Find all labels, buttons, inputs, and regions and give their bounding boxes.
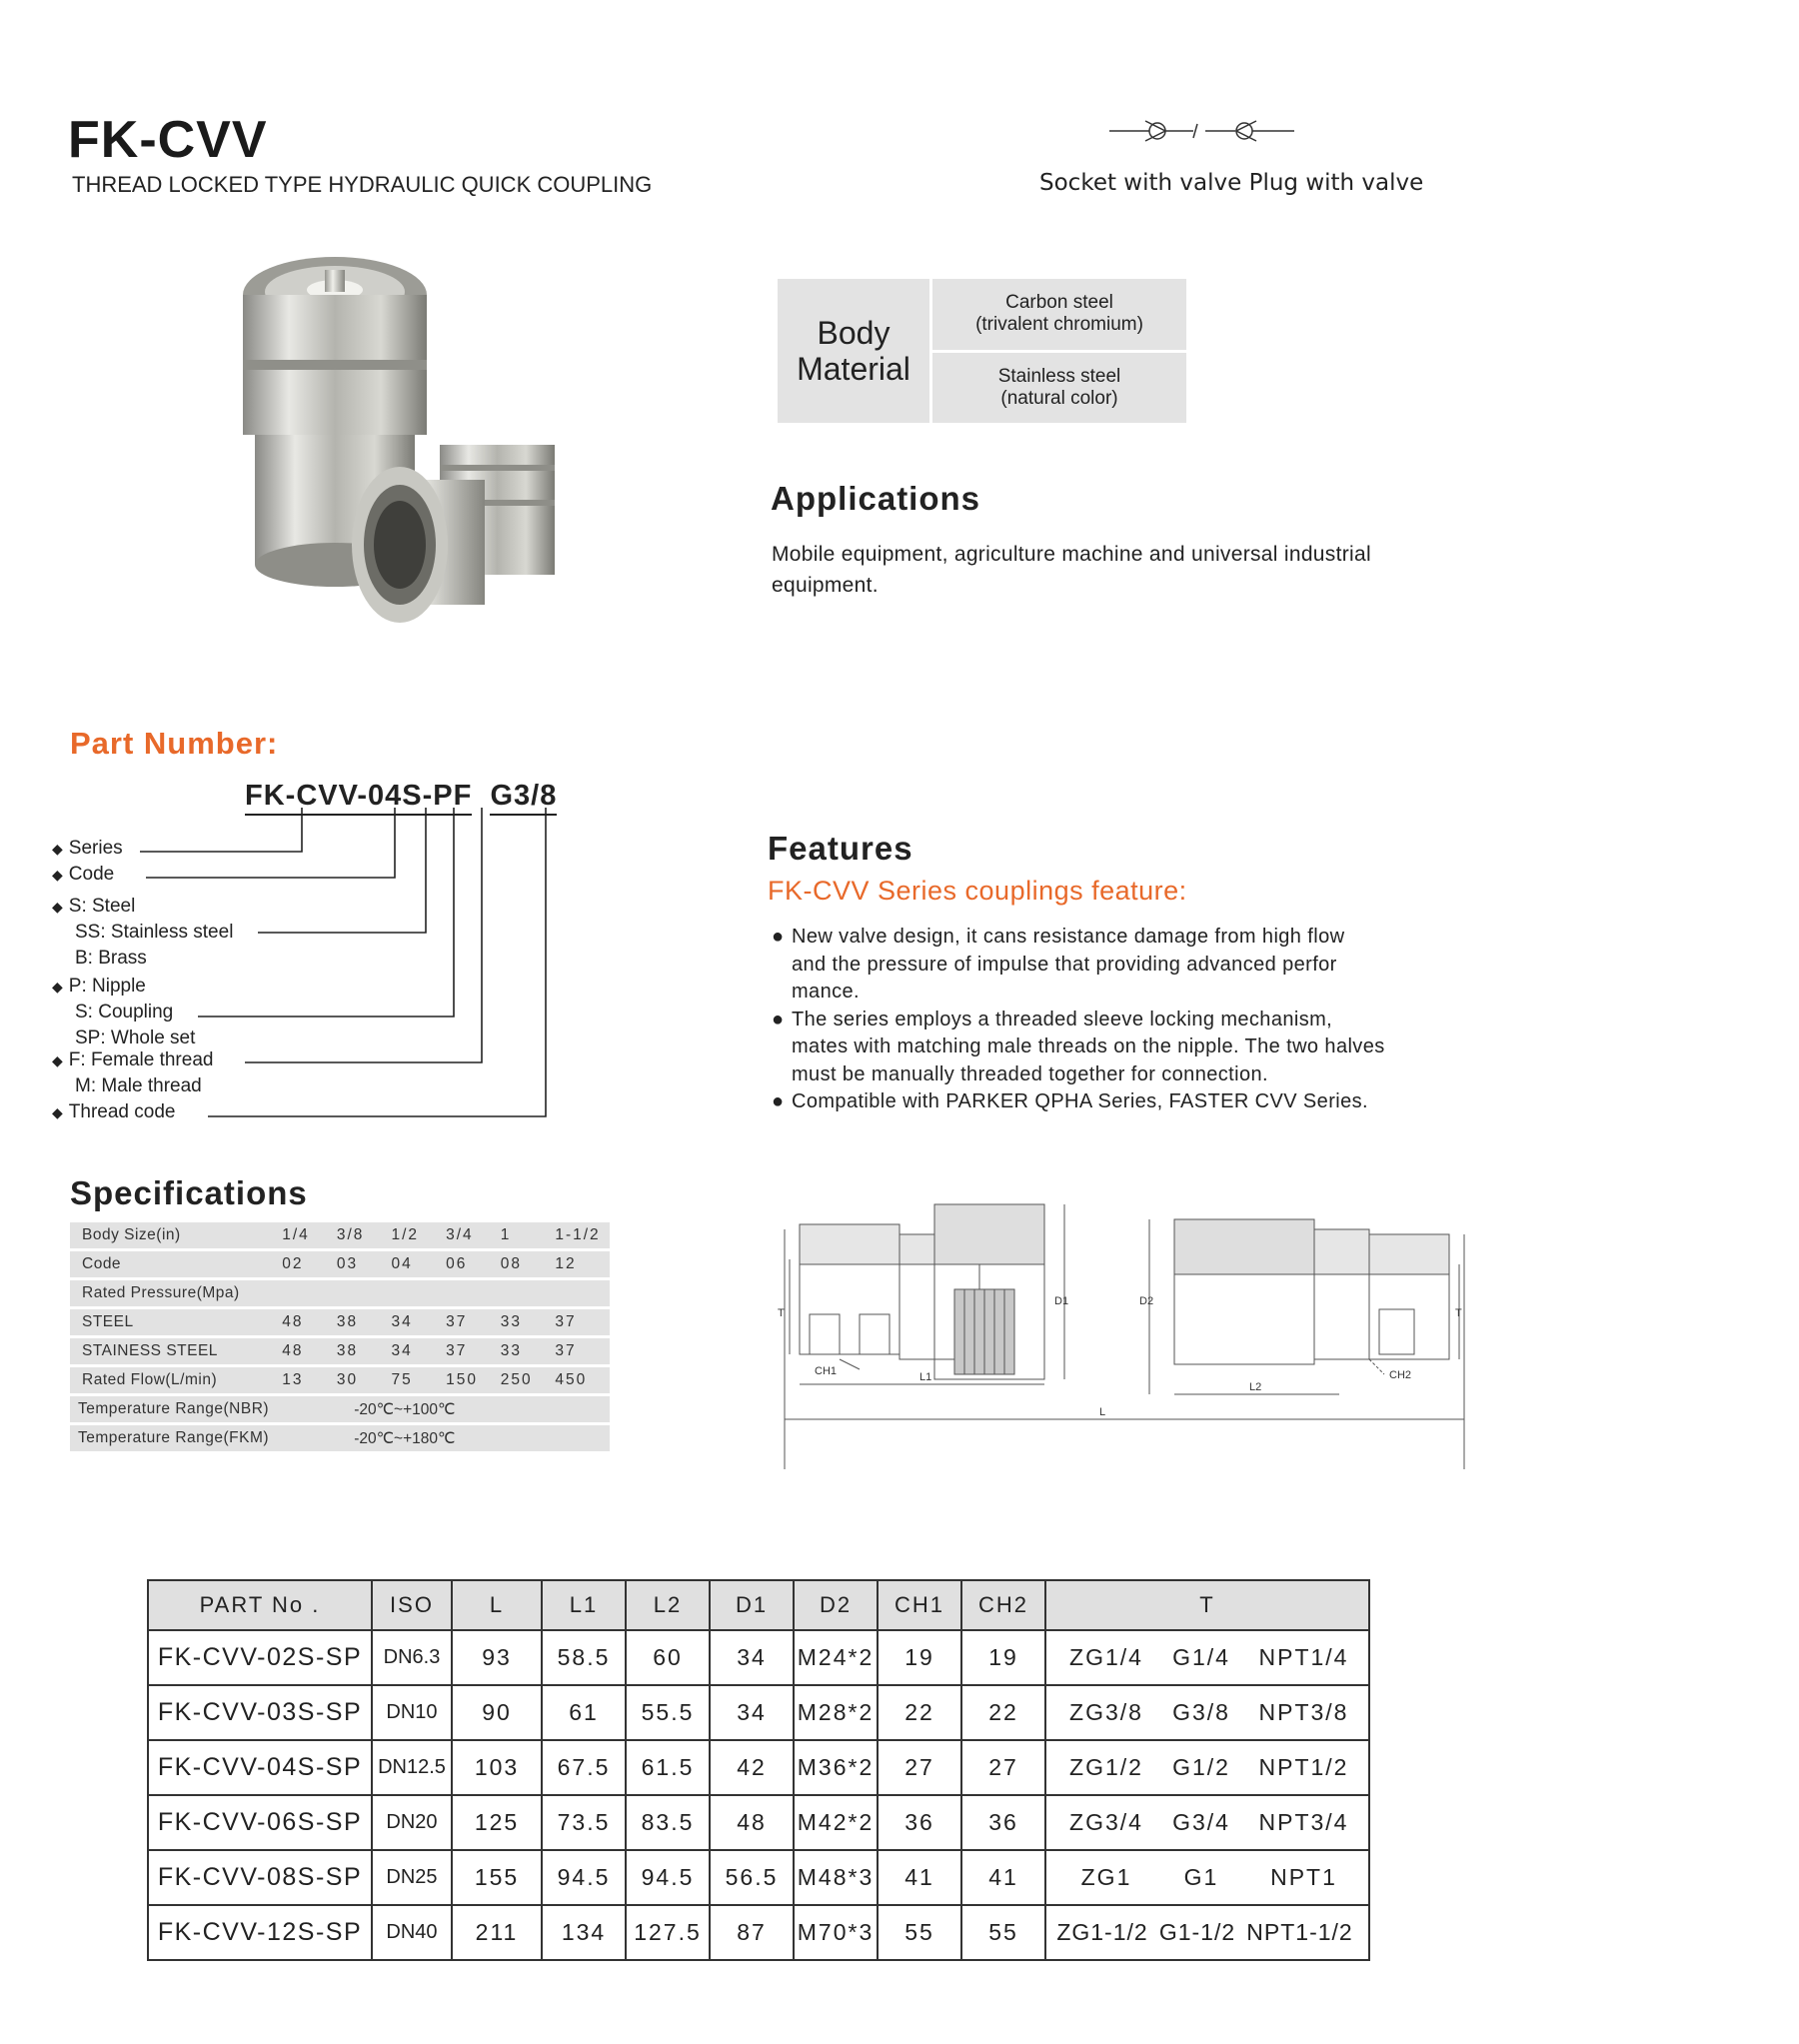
spec-row: Body Size(in) 1/4 3/8 1/2 3/4 1 1-1/2 <box>70 1222 610 1248</box>
material-option-stainless: Stainless steel (natural color) <box>931 351 1188 425</box>
col-header-ch1: CH1 <box>878 1580 961 1630</box>
spec-row: STAINESS STEEL 48 38 34 37 33 37 <box>70 1338 610 1364</box>
legend-code: ◆ Code <box>52 864 115 885</box>
applications-title: Applications <box>771 480 981 517</box>
dim-label-t-right: T <box>1455 1307 1462 1319</box>
dim-label-t-left: T <box>778 1307 785 1319</box>
dim-label-ch1: CH1 <box>815 1365 838 1377</box>
spec-row: Temperature Range(FKM) -20℃~+180℃ <box>70 1425 610 1451</box>
col-header-l1: L1 <box>542 1580 626 1630</box>
table-row: FK-CVV-03S-SP DN10 90 61 55.5 34 M28*2 22 22 ZG3/8 G3/8 NPT3/8 <box>148 1685 1369 1740</box>
legend-thread-code: ◆ Thread code <box>52 1101 176 1122</box>
dim-label-l: L <box>1099 1406 1106 1418</box>
legend-stainless: SS: Stainless steel <box>75 922 234 943</box>
product-photo <box>225 250 565 640</box>
dim-label-l1: L1 <box>919 1371 932 1383</box>
spec-row: Code 02 03 04 06 08 12 <box>70 1251 610 1277</box>
feature-item: ● New valve design, it cans resistance damage from high flow and the pressure of impulse that providing advanced perfor mance. <box>772 926 1345 1003</box>
page-subtitle: THREAD LOCKED TYPE HYDRAULIC QUICK COUPLING <box>72 172 653 197</box>
specifications-title: Specifications <box>70 1174 308 1211</box>
dim-label-d2: D2 <box>1139 1295 1154 1307</box>
col-header-d2: D2 <box>794 1580 878 1630</box>
body-material-label: Body Material <box>777 278 931 425</box>
part-number-title: Part Number: <box>70 726 279 761</box>
parts-table <box>147 1579 1370 1961</box>
part-number-thread: G3/8 <box>490 780 557 816</box>
col-header-part: PART No . <box>148 1580 372 1630</box>
legend-steel: ◆ S: Steel <box>52 896 136 917</box>
part-number-code: FK-CVV-04S-PF <box>245 780 472 816</box>
legend-female-thread: ◆ F: Female thread <box>52 1049 214 1070</box>
col-header-ch2: CH2 <box>961 1580 1045 1630</box>
col-header-d1: D1 <box>710 1580 794 1630</box>
feature-item: ● Compatible with PARKER QPHA Series, FASTER CVV Series. <box>772 1090 1368 1112</box>
parts-table-header <box>148 1580 1369 1630</box>
col-header-t: T <box>1045 1580 1369 1630</box>
table-row: FK-CVV-04S-SP DN12.5 103 67.5 61.5 42 M36*2 27 27 ZG1/2 G1/2 NPT1/2 <box>148 1740 1369 1795</box>
features-list <box>772 924 1451 1116</box>
spec-row: Rated Flow(L/min) 13 30 75 150 250 450 <box>70 1367 610 1393</box>
spec-row: Rated Pressure(Mpa) <box>70 1280 610 1306</box>
applications-text: Mobile equipment, agriculture machine and universal industrial equipment. <box>772 543 1371 597</box>
col-header-l: L <box>452 1580 542 1630</box>
table-row: FK-CVV-08S-SP DN25 155 94.5 94.5 56.5 M48*3 41 41 ZG1 G1 NPT1 <box>148 1850 1369 1905</box>
spec-row: Temperature Range(NBR) -20℃~+100℃ <box>70 1396 610 1422</box>
col-header-l2: L2 <box>626 1580 710 1630</box>
legend-nipple: ◆ P: Nipple <box>52 976 146 997</box>
body-material-table <box>775 276 1189 426</box>
technical-drawing <box>770 1194 1469 1469</box>
dim-label-ch2: CH2 <box>1389 1369 1412 1381</box>
valve-symbol-icon <box>1109 110 1299 150</box>
table-row: FK-CVV-12S-SP DN40 211 134 127.5 87 M70*3 55 55 ZG1-1/2 G1-1/2 NPT1-1/2 <box>148 1905 1369 1960</box>
symbol-caption: Socket with valve Plug with valve <box>1039 170 1424 196</box>
part-number-leader-lines <box>140 808 600 1125</box>
table-row: FK-CVV-02S-SP DN6.3 93 58.5 60 34 M24*2 19 19 ZG1/4 G1/4 NPT1/4 <box>148 1630 1369 1685</box>
legend-whole-set: SP: Whole set <box>75 1027 196 1048</box>
legend-brass: B: Brass <box>75 948 147 969</box>
features-subtitle: FK-CVV Series couplings feature: <box>768 876 1187 906</box>
features-title: Features <box>768 830 913 867</box>
specifications-table <box>70 1219 610 1454</box>
col-header-iso: ISO <box>372 1580 452 1630</box>
feature-item: ● The series employs a threaded sleeve locking mechanism, mates with matching male threads on the nipple. The two halves must be manually threaded together for connection. <box>772 1008 1385 1085</box>
table-row: FK-CVV-06S-SP DN20 125 73.5 83.5 48 M42*2 36 36 ZG3/4 G3/4 NPT3/4 <box>148 1795 1369 1850</box>
dim-label-d1: D1 <box>1054 1295 1069 1307</box>
material-option-carbon: Carbon steel (trivalent chromium) <box>931 278 1188 352</box>
dim-label-l2: L2 <box>1249 1381 1262 1393</box>
spec-row: STEEL 48 38 34 37 33 37 <box>70 1309 610 1335</box>
page-title: FK-CVV <box>68 111 268 169</box>
legend-male-thread: M: Male thread <box>75 1075 202 1096</box>
legend-series: ◆ Series <box>52 838 123 859</box>
legend-coupling: S: Coupling <box>75 1002 174 1022</box>
